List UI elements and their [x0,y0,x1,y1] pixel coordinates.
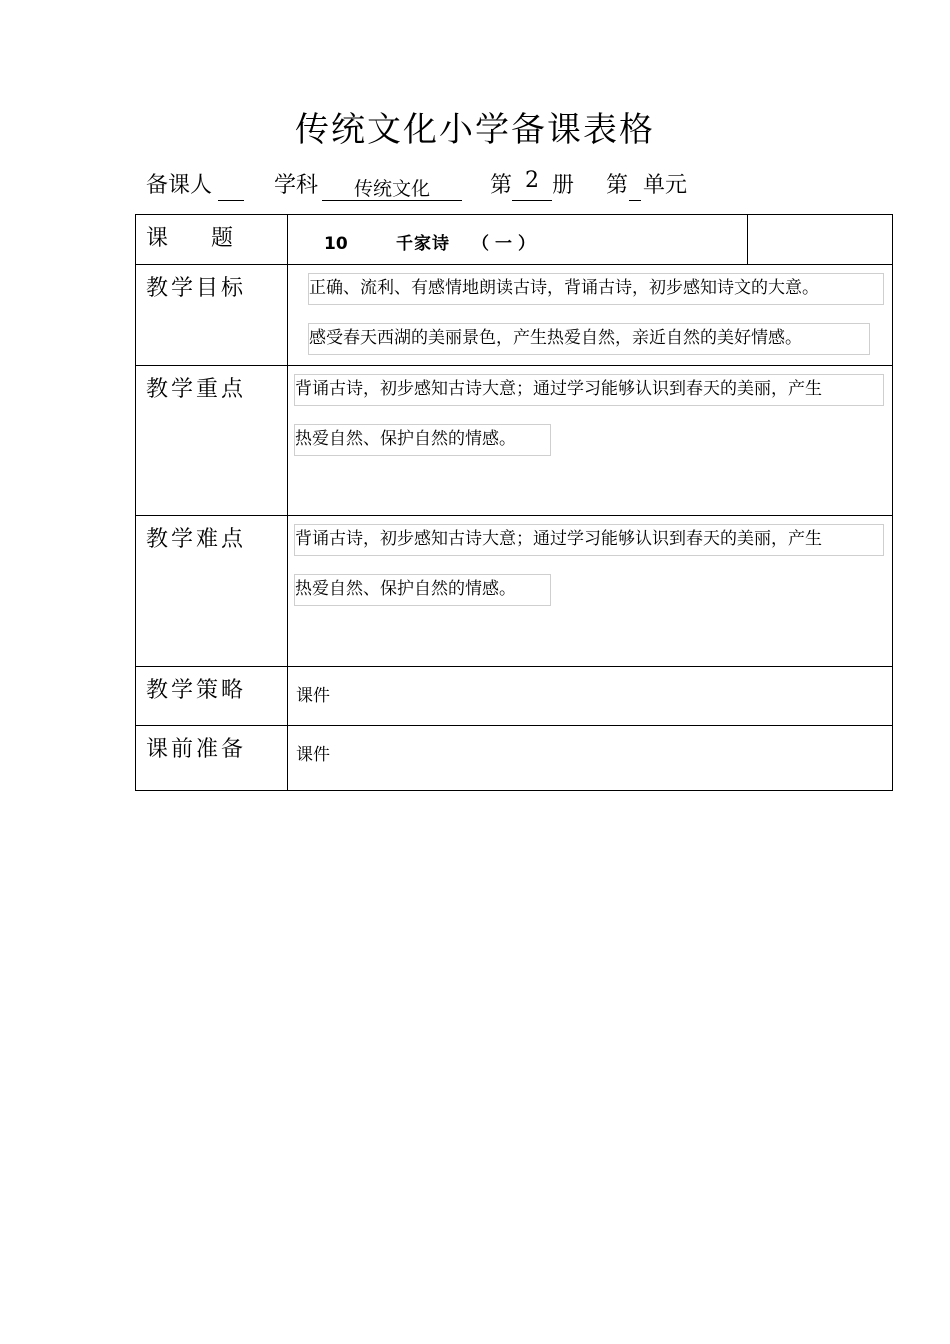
unit-field [629,168,641,201]
difficulties-line-1: 背诵古诗，初步感知古诗大意；通过学习能够认识到春天的美丽，产生 [294,524,884,556]
page-title: 传统文化小学备课表格 [295,110,655,150]
lesson-name: 千家诗 [396,234,450,254]
topic-content [324,229,541,254]
key-points-line-1: 背诵古诗，初步感知古诗大意；通过学习能够认识到春天的美丽，产生 [294,374,884,406]
unit-suffix: 单元 [643,173,688,198]
preparation-value: 课件 [296,745,330,765]
key-points-row [136,366,893,516]
lesson-number: 10 [324,234,348,254]
subject-value: 传统文化 [353,178,430,200]
topic-row [136,215,893,265]
preparation-row [136,726,893,791]
strategy-row [136,667,893,726]
difficulties-label: 教学难点 [146,527,247,552]
topic-extra-cell [748,215,893,265]
key-points-label: 教学重点 [146,377,247,402]
volume-prefix: 第 [490,173,513,198]
strategy-value: 课件 [296,686,330,706]
strategy-label: 教学策略 [146,678,247,703]
topic-label: 课 题 [146,226,236,251]
key-points-line-2: 热爱自然、保护自然的情感。 [294,424,551,456]
volume-suffix: 册 [552,173,575,198]
goals-row [136,265,893,366]
difficulties-row [136,516,893,667]
volume-value: 2 [512,168,552,201]
preparation-label: 课前准备 [146,737,247,762]
goals-label: 教学目标 [146,276,247,301]
preparer-field [218,168,244,201]
preparer-label: 备课人 [146,173,213,198]
lesson-plan-table [135,214,893,791]
unit-prefix: 第 [606,173,629,198]
goals-line-1: 正确、流利、有感情地朗读古诗，背诵古诗，初步感知诗文的大意。 [308,273,884,305]
header-info [146,168,906,202]
difficulties-line-2: 热爱自然、保护自然的情感。 [294,574,551,606]
goals-line-2: 感受春天西湖的美丽景色，产生热爱自然，亲近自然的美好情感。 [308,323,870,355]
lesson-part: （一） [472,234,541,254]
subject-label: 学科 [274,173,319,198]
